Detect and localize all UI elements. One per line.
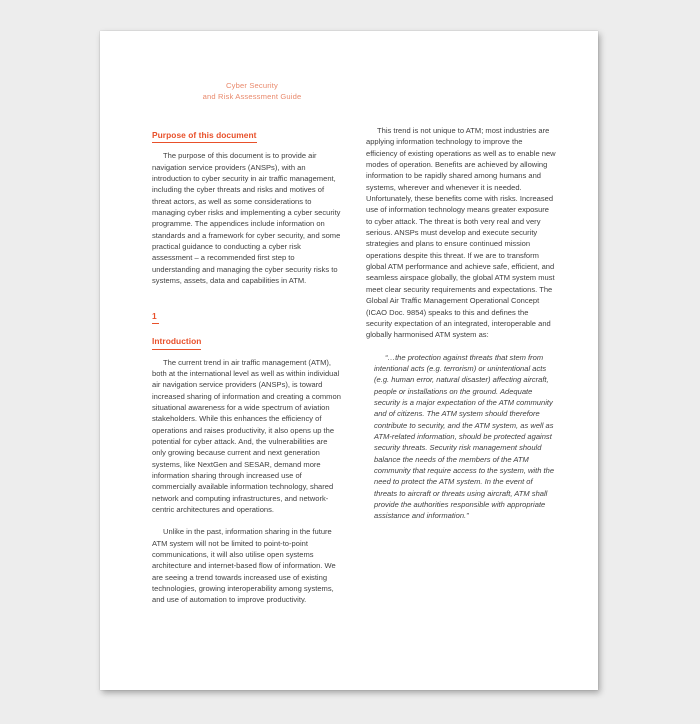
running-header-line-2: and Risk Assessment Guide [202,91,302,101]
document-page [100,31,598,690]
running-header [152,81,352,102]
right-column [366,125,556,650]
introduction-paragraph-1: The current trend in air traffic management (ATM), both at the international level as well as within individual air navigation service providers (ANSPs), is toward increased sharing of information and creating a common situational awareness for a wide spectrum of aviation stakeholders. While this enhances the efficiency of operations and raises productivity, it also opens up the potential for cyber attack. And, the vulnerabilities are only growing because current and next generation systems, like NextGen and SESAR, demand more information sharing through increased use of commercially available information technology, shared network and computing infrastructures, and network-centric architectures and operations. [152,357,341,514]
right-paragraph-1: This trend is not unique to ATM; most industries are applying information technology to improve the efficiency of existing operations as well as to enable new modes of operation. Benefits are achieved by allowing information to be rapidly shared among humans and systems, wherever and whenever it is needed. Unfortunately, these benefits come with risks. Increased use of information technology means greater exposure to cyber attack. The threat is both very real and very serious. ANSPs must develop and execute security strategies and plans to ensure continued mission operations despite this threat. If we are to transform global ATM performance and achieve safe, efficient, and seamless airspace globally, the global ATM system must meet clear security requirements and expectations. The Global Air Traffic Management Operational Concept (ICAO Doc. 9854) speaks to this and defines the security expectation of an integrated, interoperable and globally harmonised ATM system as: [366,126,556,340]
icao-quote: “…the protection against threats that stem from intentional acts (e.g. terrorism) or unintentional acts (e.g. human error, natural disaster) affecting aircraft, people or installations on the ground. Adequate security is a major expectation of the ATM community and of citizens. The ATM system should therefore contribute to security, and the ATM system, as well as ATM-related information, should be protected against security threats. Security risk management should balance the needs of the members of the ATM community that require access to the system, with the need to protect the ATM system. In the event of threats to aircraft or threats using aircraft, ATM shall provide the authorities responsible with appropriate assistance and information.” [374,352,555,521]
introduction-paragraph-2: Unlike in the past, information sharing in the future ATM system will not be limited to point-to-point communications, it will also utilise open systems architecture and internet-based flow of information. We are seeing a trend towards increased use of existing technologies, growing interoperability among systems, and use of automation to improve productivity. [152,527,336,605]
body-columns [152,125,556,650]
left-column [152,125,342,650]
introduction-heading: Introduction [152,336,201,349]
running-header-line-1: Cyber Security [226,81,278,90]
introduction-heading-block [152,311,342,356]
page-shadow-wrapper [100,31,598,690]
purpose-heading: Purpose of this document [152,130,257,143]
section-number: 1 [152,311,159,324]
purpose-paragraph: The purpose of this document is to provide air navigation service providers (ANSPs), with an introduction to cyber security in air traffic management, including the cyber threats and risks and motives of threat actors, as well as some considerations to managing cyber risks and implementing a cyber security programme. The appendices include information on standards and a framework for cyber security, and some practical guidance to conducting a cyber risk assessment – a recommended first step to understanding and managing the cyber security risks to systems, assets, data and capabilities in ATM. [152,151,341,285]
